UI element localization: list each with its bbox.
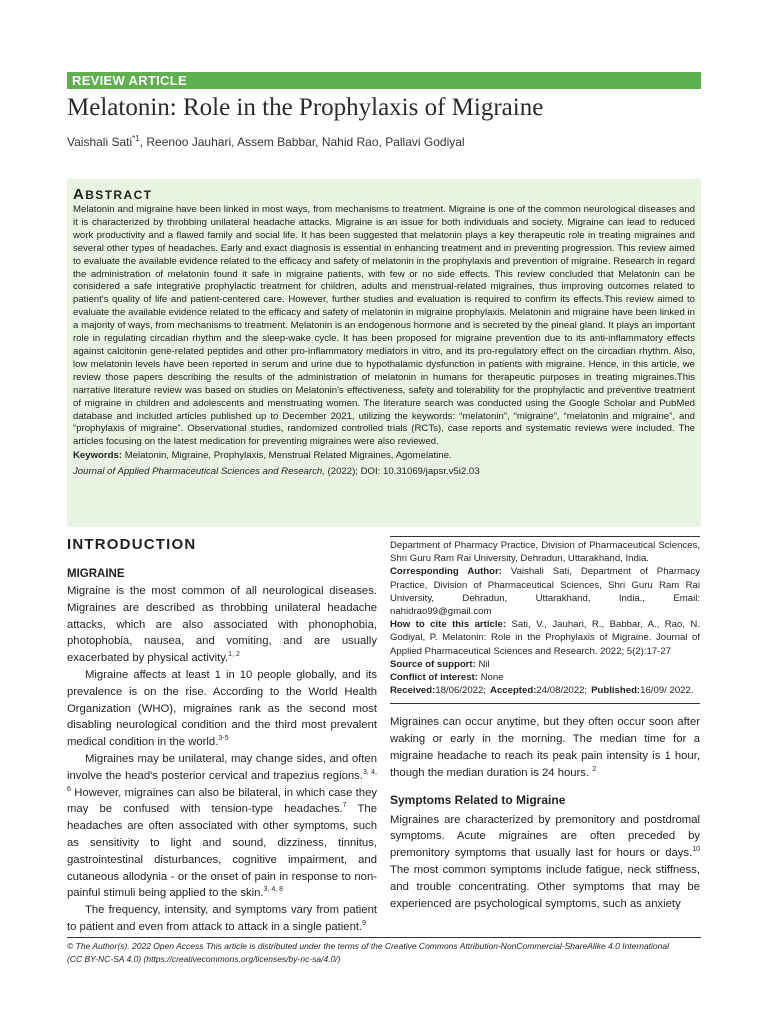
keywords [73,449,695,462]
right-body-text [390,714,700,912]
citation-ref: 9 [362,920,367,928]
abstract-heading: ABSTRACT [73,186,153,203]
citation-ref: 3-5 [218,735,229,743]
how-to-cite: How to cite this article: Sati, V., Jauhari, R., Babbar, A., Rao, N. Godiyal, P. Melatonin: Role in the Prophylaxis of Migraine. Journal of Applied Pharmaceutical Sciences and Research. 2022; 5(2):17-27 [390,619,700,657]
doi-text: (2022); DOI: 10.31069/japsr.v5i2.03 [324,466,480,478]
keywords-list: Melatonin, Migraine, Prophylaxis, Menstrual Related Migraines, Agomelatine. [122,450,452,462]
conflict-of-interest: Conflict of interest: None [390,672,504,684]
intro-paragraph-2: Migraine affects at least 1 in 10 people globally, and its prevalence is on the rise. According to the World Health Organization (WHO), migraines rank as the second most disabling neurological condition and the third most prevalent medical condition in the world.$^{3-5}$ [67,668,377,749]
accepted-date: 24/08/2022; [536,685,588,697]
abstract-text: Melatonin and migraine have been linked in most ways, from mechanisms to treatment. Migraine is one of the common neurological diseases and it is characterized by throbbing unilateral headache attacks. Migraine is an issue for both individuals and society. Migraine can lead to reduced work productivity and a flawed family and social life. It has been suggested that melatonin plays a key therapeutic role in treating migraines and several other types of headaches. Early and exact diagnosis is essential in enhancing treatment and in preventing progression. This review aimed to evaluate the available evidence related to the efficacy and safety of melatonin in the prophylaxis and prevention of migraine. Research in regard the administration of melatonin found it safe in migraine patients, with few or no side effects. This review concluded that Melatonin can be considered a safe integrative prophylactic treatment for children, adults and menstrual-related migraines, thus improving outcomes related to patient's quality of life and patient-centered care. However, further studies and evaluation is required to confirm its effects.This review aimed to evaluate the available evidence related to the efficacy and safety of melatonin in migraine prophylaxis. Melatonin and migraine have been linked in a majority of ways, from mechanisms to treatment. Melatonin is an endogenous hormone and is secreted by the pineal gland. It plays an important role in regulating circadian rhythm and the sleep-wake cycle. It has been proposed for migraine prevention due to its anti-inflammatory effects against calcitonin gene-related peptides and other pro-inflammatory mediators in vitro, and its pro-regulatory effect on the circadian rhythm. Also, low melatonin levels have been reported in serum and urine due to hypothalamic dysfunction in patients with migraine. Hence, in this article, we review those papers describing the results of the administration of melatonin in humans for therapeutic purposes in treating migraines.This narrative literature review was based on studies on Melatonin's effectiveness, safety and tolerability for the prophylactic and preventive treatment of migraine in children and adolescents and menstruating women. The literature search was conducted using the Google Scholar and PubMed database and included articles published up to December 2021, utilizing the keywords: “melatonin”, “migraine”, “melatonin and migraine”, and “prophylaxis of migraine”. Observational studies, randomized controlled trials (RCTs), case reports and systematic reviews were included. The articles focusing on the latest medication for preventing migraines were also reviewed. [73,204,695,448]
keywords-label: Keywords: [73,450,123,462]
citation-ref: 2 [592,766,597,774]
article-dates: Received:18/06/2022; Accepted:24/08/2022; Published:16/09/ 2022. [390,685,694,697]
symptoms-paragraph: Migraines are characterized by premonitory and postdromal symptoms. Acute migraines are often preceded by premonitory symptoms that usually last for hours or days.$^{10}$ The most common symptoms include fatigue, neck stiffness, and trouble concentrating. Other symptoms that may be experienced are psychological symptoms, such as anxiety [390,813,700,910]
article-title: Melatonin: Role in the Prophylaxis of Migraine [67,94,544,121]
license-footnote [67,937,701,965]
intro-paragraph-3: Migraines may be unilateral, may change sides, and often involve the head's posterior cervical and trapezius regions.$^{3, 4, 6}$ However, migraines can also be bilateral, in which case they may be confused with tension-type headaches.$^7$ The headaches are often associated with other symptoms, such as sensitivity to light and sound, dizziness, tinnitus, gastrointestinal disturbances, cognitive impairment, and cutaneous allodynia - or the onset of pain in response to non-painful stimuli being applied to the skin.$^{3, 4, 8}$ [67,752,377,900]
intro-paragraph-4: The frequency, intensity, and symptoms vary from patient to patient and even from attack to attack in a single patient.$^9$ [67,904,377,933]
received-date: 18/06/2022; [435,685,487,697]
journal-name: Journal of Applied Pharmaceutical Sciences and Research, [73,466,325,478]
citation-ref: 3, 4, 8 [263,886,284,894]
license-line-1: © The Author(s). 2022 Open Access This article is distributed under the terms of the Creative Commons Attribution-NonCommercial-ShareAlike 4.0 International [67,941,669,951]
corresponding-author: Corresponding Author: Vaishali Sati, Department of Pharmacy Practice, Division of Pharmaceutical Sciences, Shri Guru Ram Rai University, Dehradun, Uttarakhand, India., Email: nahidrao99@gmail.com [390,566,700,618]
journal-citation [73,465,695,478]
migraine-subheading: MIGRAINE [67,568,125,580]
author-list [67,134,465,149]
other-authors: , Reenoo Jauhari, Assem Babbar, Nahid Rao, Pallavi Godiyal [139,135,465,149]
intro-paragraph-1: Migraine is the most common of all neurological diseases. Migraines are described as throbbing unilateral headache attacks, which are also associated with phonophobia, photophobia, nausea, and vomiting, and are usually exacerbated by physical activity.$^{1, 2}$ [67,585,377,665]
first-author-affiliation-mark: *1 [132,134,140,143]
citation-ref: 10 [692,846,700,854]
source-of-support: Source of support: Nil [390,658,490,670]
license-line-2: (CC BY-NC-SA 4.0) (https://creativecommons.org/licenses/by-nc-sa/4.0/) [67,953,341,964]
timing-paragraph: Migraines can occur anytime, but they often occur soon after waking or early in the morning. The median time for a migraine headache to reach its peak pain intensity is 1 hour, though the median duration is 24 hours. $^2$ [390,716,700,779]
symptoms-subheading: Symptoms Related to Migraine [390,792,566,807]
published-date: 16/09/ 2022. [640,685,694,697]
article-info-top-rule [390,536,700,537]
first-author: Vaishali Sati [67,135,133,149]
citation-ref: 3, 4, 6 [67,769,377,793]
article-type-banner: REVIEW ARTICLE [67,72,701,89]
citation-ref: 7 [342,802,347,810]
introduction-heading: INTRODUCTION [67,536,197,553]
affiliation: Department of Pharmacy Practice, Division of Pharmaceutical Sciences, Shri Guru Ram Rai University, Dehradun, Uttarakhand, India. [390,540,700,565]
abstract-box [67,179,701,527]
right-column [390,536,700,912]
citation-ref: 1, 2 [228,651,240,659]
article-info-bottom-rule [390,703,700,704]
left-column [67,536,377,936]
